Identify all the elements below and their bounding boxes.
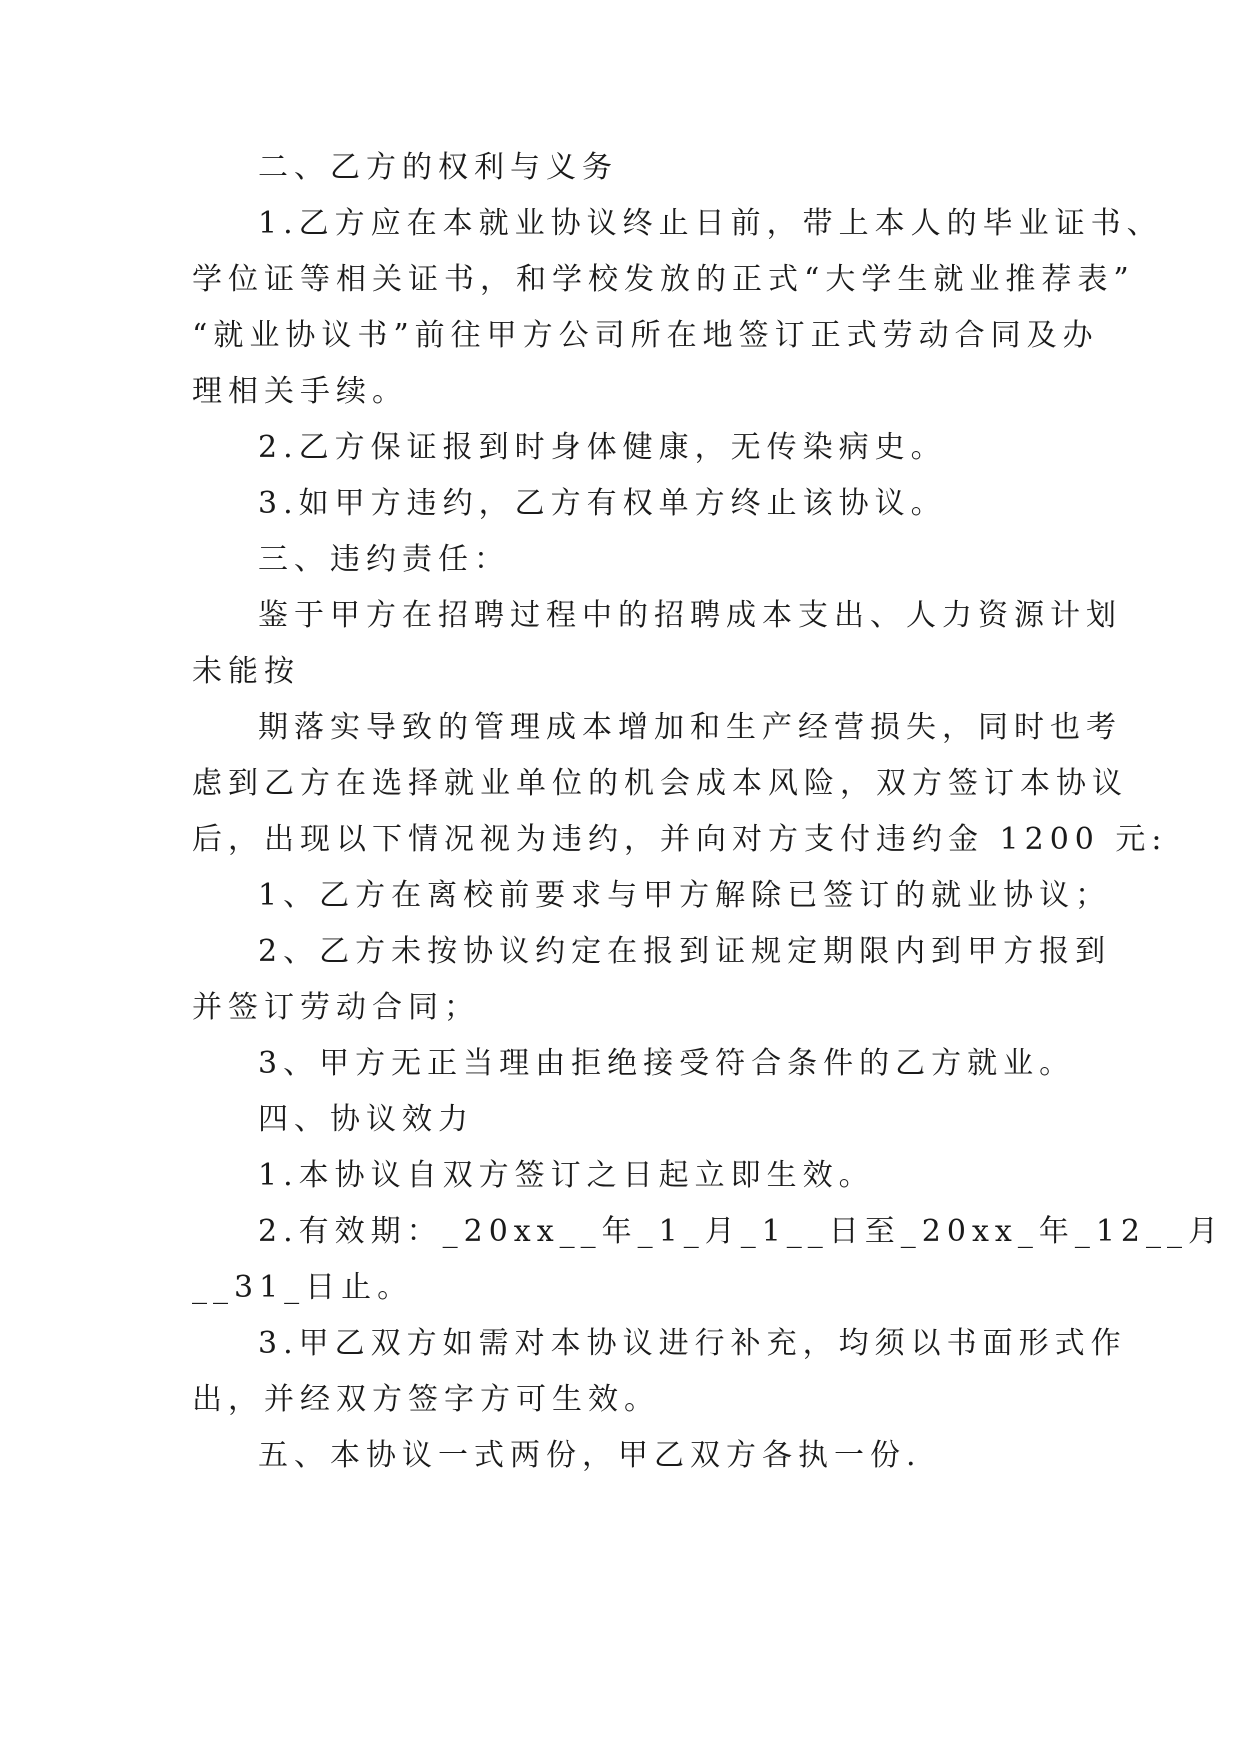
section-heading: 五、本协议一式两份，甲乙双方各执一份. — [258, 1438, 922, 1473]
list-item: 3.甲乙双方如需对本协议进行补充，均须以书面形式作 — [258, 1326, 1127, 1361]
list-item: 1、乙方在离校前要求与甲方解除已签订的就业协议； — [258, 878, 1112, 913]
paragraph-line: 3.如甲方违约，乙方有权单方终止该协议。 — [258, 486, 947, 521]
list-item: 1.本协议自双方签订之日起立即生效。 — [258, 1158, 875, 1193]
paragraph-line: “就业协议书”前往甲方公司所在地签订正式劳动合同及办 — [192, 318, 1099, 353]
list-item: 2、乙方未按协议约定在报到证规定期限内到甲方报到 — [258, 934, 1112, 969]
paragraph-line: 未能按 — [192, 654, 300, 689]
paragraph-line: 出，并经双方签字方可生效。 — [192, 1382, 660, 1417]
paragraph-line: 学位证等相关证书，和学校发放的正式“大学生就业推荐表” — [192, 262, 1135, 297]
paragraph-line: __31_日止。 — [192, 1270, 414, 1305]
paragraph-line: 后，出现以下情况视为违约，并向对方支付违约金 1200 元: — [192, 822, 1168, 857]
paragraph-line: 2.乙方保证报到时身体健康，无传染病史。 — [258, 430, 947, 465]
paragraph-line: 并签订劳动合同； — [192, 990, 480, 1025]
paragraph-line: 虑到乙方在选择就业单位的机会成本风险，双方签订本协议 — [192, 766, 1128, 801]
list-item: 2.有效期：_20xx__年_1_月_1__日至_20xx_年_12__月 — [258, 1214, 1224, 1249]
list-item: 3、甲方无正当理由拒绝接受符合条件的乙方就业。 — [258, 1046, 1076, 1081]
paragraph-line: 1.乙方应在本就业协议终止日前，带上本人的毕业证书、 — [258, 206, 1163, 241]
paragraph-line: 理相关手续。 — [192, 374, 408, 409]
paragraph-line: 鉴于甲方在招聘过程中的招聘成本支出、人力资源计划 — [258, 598, 1122, 633]
paragraph-line: 期落实导致的管理成本增加和生产经营损失，同时也考 — [258, 710, 1122, 745]
section-heading: 二、乙方的权利与义务 — [258, 150, 618, 185]
section-heading: 四、协议效力 — [258, 1102, 474, 1137]
section-heading: 三、违约责任： — [258, 542, 510, 577]
